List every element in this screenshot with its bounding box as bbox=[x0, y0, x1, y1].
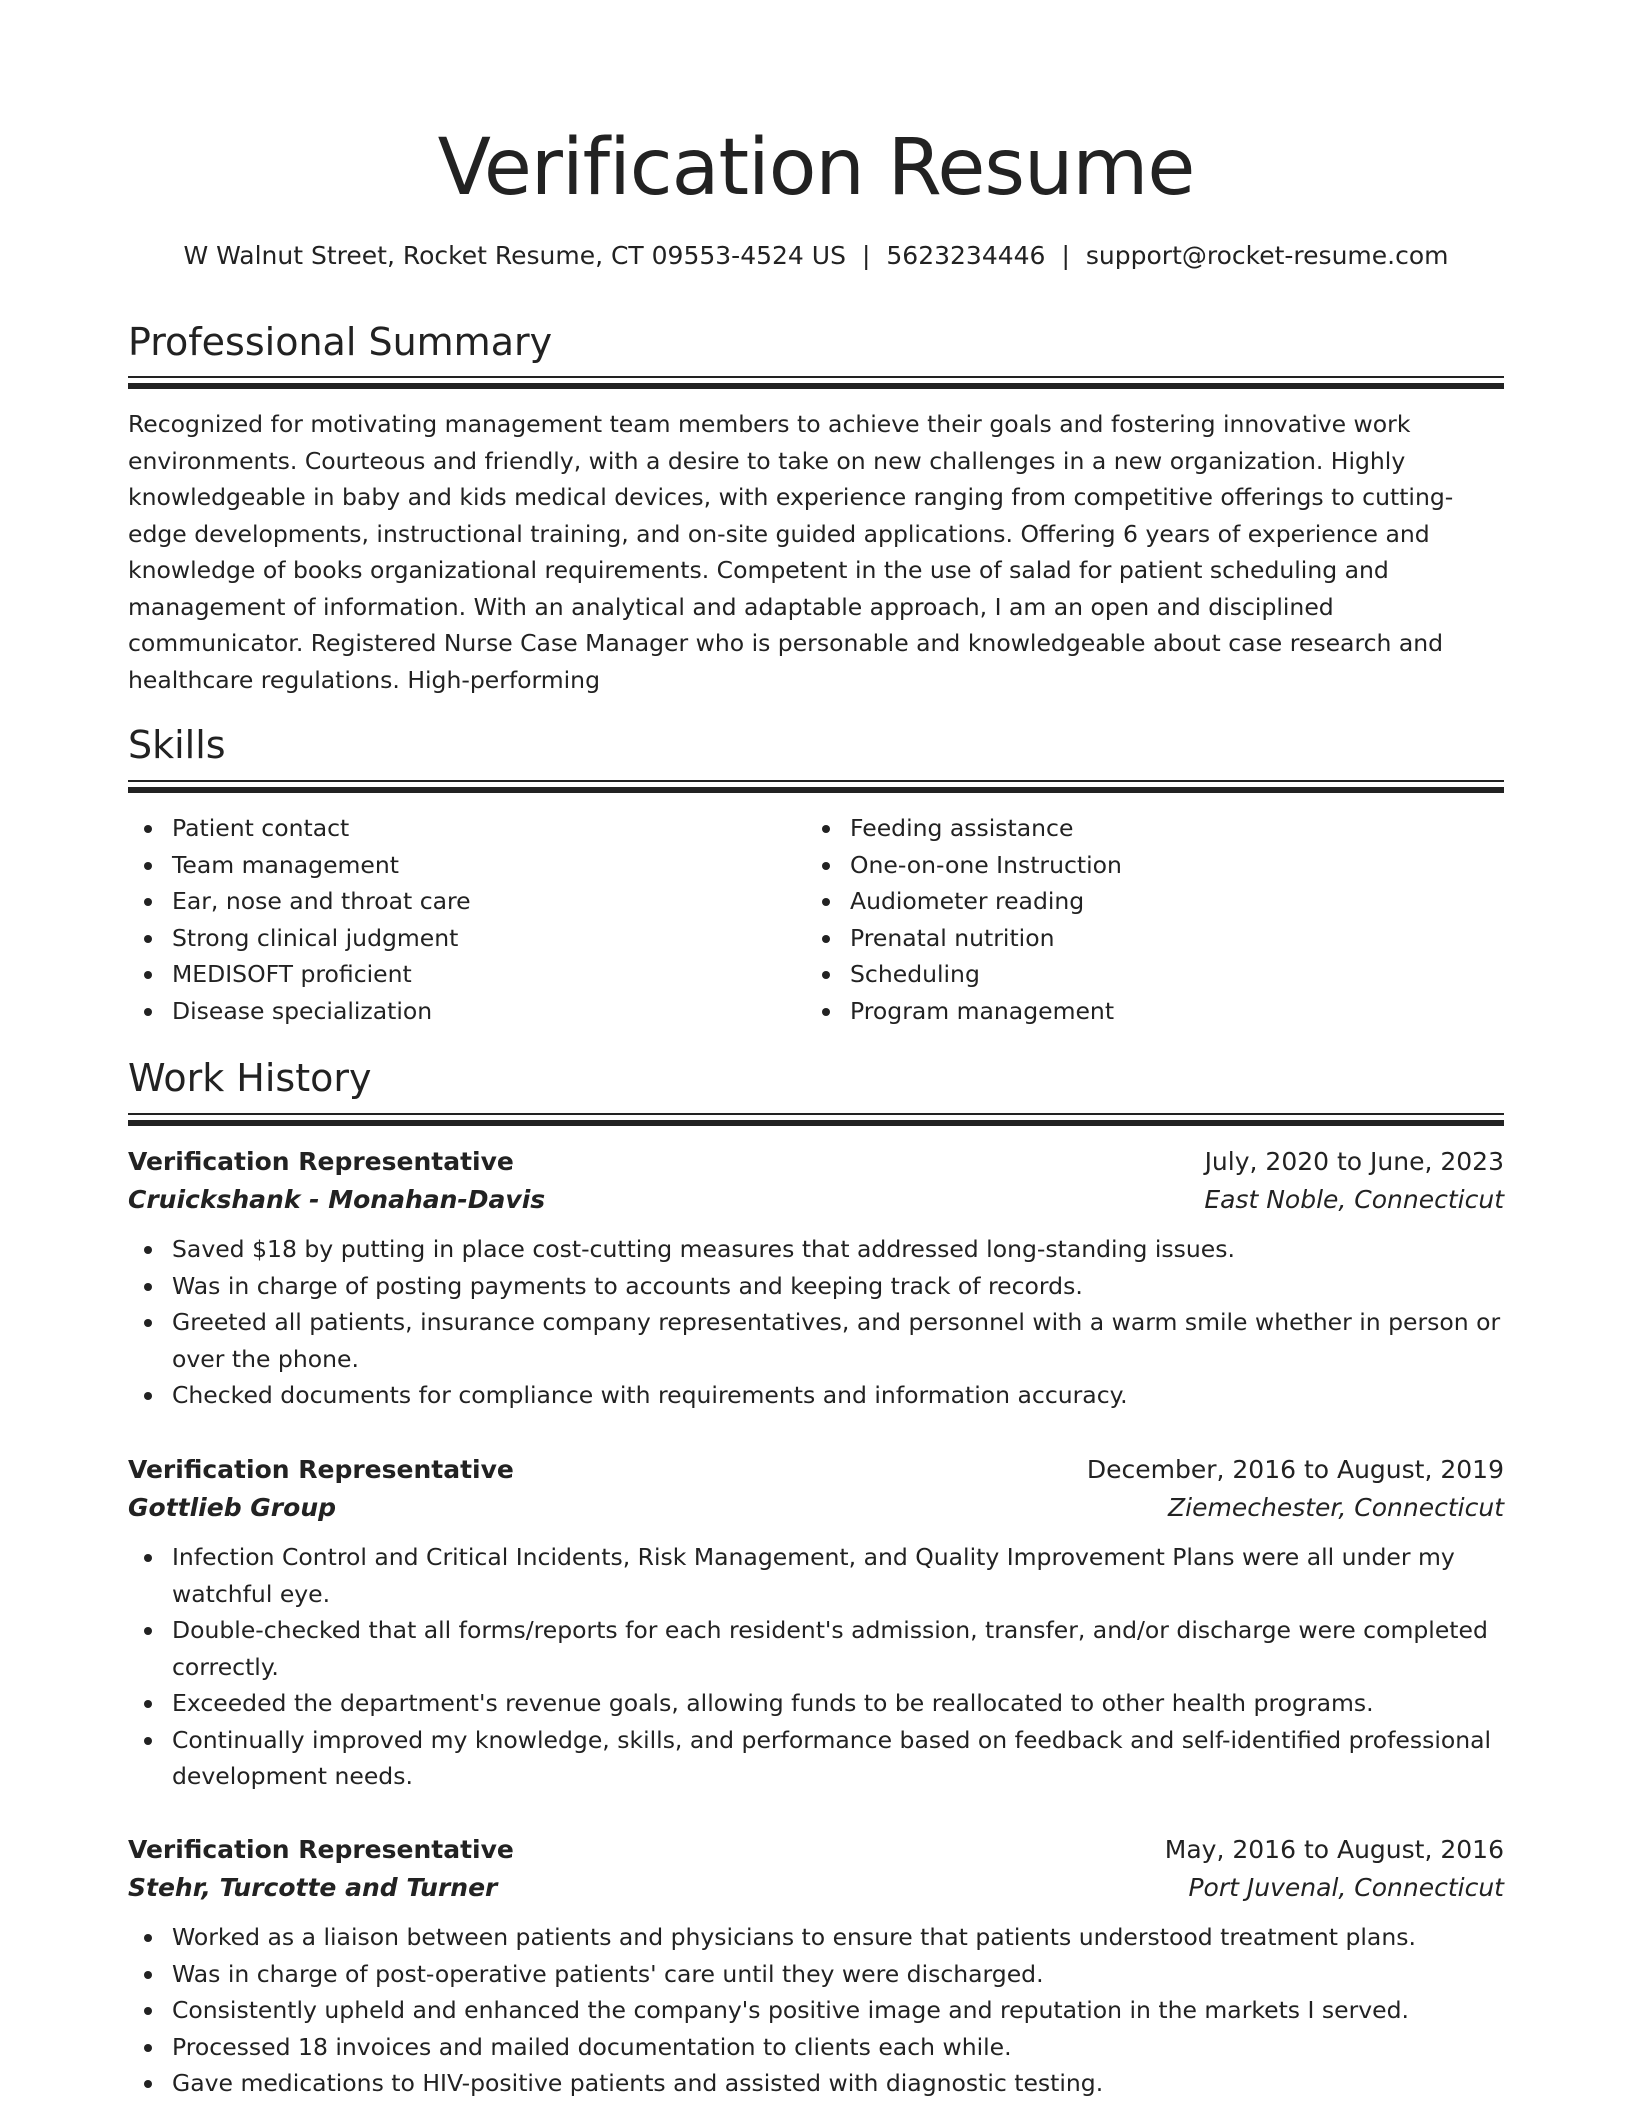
job-bullet: Worked as a liaison between patients and physicians to ensure that patients understood treatment plans. bbox=[128, 1919, 1504, 1956]
job-company-row bbox=[128, 1181, 1504, 1219]
skills-list-left bbox=[128, 810, 788, 1029]
job-company-row bbox=[128, 1869, 1504, 1907]
job-title: Verification Representative bbox=[128, 1455, 514, 1484]
job-bullet: Saved $18 by putting in place cost-cutting measures that addressed long-standing issues. bbox=[128, 1231, 1504, 1268]
job-bullet: Processed 18 invoices and mailed documentation to clients each while. bbox=[128, 2029, 1504, 2066]
skill-item: Scheduling bbox=[806, 956, 1466, 993]
job-bullet: Consistently upheld and enhanced the company's positive image and reputation in the markets I served. bbox=[128, 1992, 1504, 2029]
job-bullet: Gave medications to HIV-positive patients and assisted with diagnostic testing. bbox=[128, 2065, 1504, 2102]
skill-item: Strong clinical judgment bbox=[128, 920, 788, 957]
job-entry bbox=[128, 1451, 1504, 1795]
contact-separator: | bbox=[1061, 241, 1070, 270]
contact-email[interactable]: support@rocket-resume.com bbox=[1085, 241, 1449, 270]
skill-item: Prenatal nutrition bbox=[806, 920, 1466, 957]
job-location: Port Juvenal, Connecticut bbox=[1188, 1873, 1504, 1902]
job-dates: December, 2016 to August, 2019 bbox=[1086, 1455, 1504, 1484]
job-company-row bbox=[128, 1489, 1504, 1527]
job-bullets bbox=[128, 1919, 1504, 2102]
skill-item: Audiometer reading bbox=[806, 883, 1466, 920]
summary-divider bbox=[128, 376, 1504, 389]
job-bullet: Exceeded the department's revenue goals, allowing funds to be reallocated to other health programs. bbox=[128, 1685, 1504, 1722]
job-bullet: Was in charge of posting payments to accounts and keeping track of records. bbox=[128, 1268, 1504, 1305]
skills-right-column bbox=[806, 810, 1466, 1029]
job-bullet: Checked documents for compliance with requirements and information accuracy. bbox=[128, 1377, 1504, 1414]
skill-item: Patient contact bbox=[128, 810, 788, 847]
skill-item: Disease specialization bbox=[128, 993, 788, 1030]
job-header-row bbox=[128, 1831, 1504, 1869]
job-title: Verification Representative bbox=[128, 1835, 514, 1864]
job-bullet: Was in charge of post-operative patients' care until they were discharged. bbox=[128, 1956, 1504, 1993]
skill-item: One-on-one Instruction bbox=[806, 847, 1466, 884]
contact-line bbox=[128, 237, 1504, 275]
job-bullet: Infection Control and Critical Incidents, Risk Management, and Quality Improvement Plans were all under my watchful eye. bbox=[128, 1539, 1504, 1612]
job-bullet: Continually improved my knowledge, skills, and performance based on feedback and self-identified professional development needs. bbox=[128, 1722, 1504, 1795]
summary-heading: Professional Summary bbox=[128, 320, 553, 364]
job-company: Cruickshank - Monahan-Davis bbox=[128, 1185, 546, 1214]
skill-item: Program management bbox=[806, 993, 1466, 1030]
skill-item: Feeding assistance bbox=[806, 810, 1466, 847]
resume-title: Verification Resume bbox=[437, 123, 1195, 213]
contact-phone: 5623234446 bbox=[886, 241, 1046, 270]
job-company: Stehr, Turcotte and Turner bbox=[128, 1873, 498, 1902]
contact-address: W Walnut Street, Rocket Resume, CT 09553-4524 US bbox=[183, 241, 846, 270]
job-title: Verification Representative bbox=[128, 1147, 514, 1176]
work-heading: Work History bbox=[128, 1056, 372, 1100]
skills-left-column bbox=[128, 810, 788, 1029]
job-header-row bbox=[128, 1143, 1504, 1181]
job-entry bbox=[128, 1143, 1504, 1414]
job-dates: July, 2020 to June, 2023 bbox=[1204, 1147, 1504, 1176]
job-bullets bbox=[128, 1539, 1504, 1795]
job-location: Ziemechester, Connecticut bbox=[1168, 1493, 1504, 1522]
job-location: East Noble, Connecticut bbox=[1204, 1185, 1504, 1214]
skills-divider bbox=[128, 780, 1504, 793]
skills-heading: Skills bbox=[128, 723, 226, 767]
job-dates: May, 2016 to August, 2016 bbox=[1164, 1835, 1504, 1864]
skill-item: Ear, nose and throat care bbox=[128, 883, 788, 920]
summary-text: Recognized for motivating management team members to achieve their goals and fostering innovative work environments. Courteous and friendly, with a desire to take on new challenges in a new organization. Highly knowledgeable in baby and kids medical devices, with experience ranging from competitive offerings to cutting-edge developments, instructional training, and on-site guided applications. Offering 6 years of experience and knowledge of books organizational requirements. Competent in the use of salad for patient scheduling and management of information. With an analytical and adaptable approach, I am an open and disciplined communicator. Registered Nurse Case Manager who is personable and knowledgeable about case research and healthcare regulations. High-performing bbox=[128, 410, 1454, 694]
work-divider bbox=[128, 1113, 1504, 1126]
contact-separator: | bbox=[861, 241, 871, 270]
job-company: Gottlieb Group bbox=[128, 1493, 337, 1522]
skill-item: MEDISOFT proficient bbox=[128, 956, 788, 993]
skills-list-right bbox=[806, 810, 1466, 1029]
job-header-row bbox=[128, 1451, 1504, 1489]
job-bullets bbox=[128, 1231, 1504, 1414]
job-bullet: Greeted all patients, insurance company representatives, and personnel with a warm smile whether in person or over the phone. bbox=[128, 1304, 1504, 1377]
job-bullet: Double-checked that all forms/reports for each resident's admission, transfer, and/or discharge were completed correctly. bbox=[128, 1612, 1504, 1685]
job-entry bbox=[128, 1831, 1504, 2102]
skill-item: Team management bbox=[128, 847, 788, 884]
